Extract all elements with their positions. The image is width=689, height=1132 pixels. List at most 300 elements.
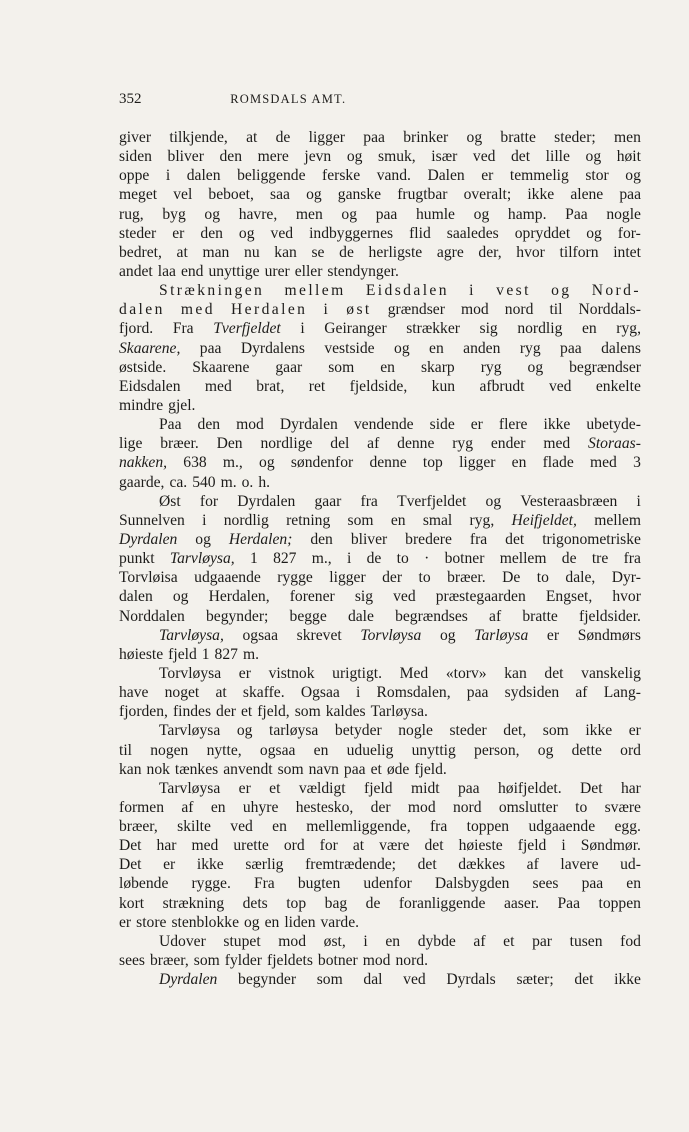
- word: tænkes: [174, 760, 219, 778]
- word: øst,: [323, 932, 346, 950]
- word: Tarløysa: [474, 626, 529, 644]
- word: 540: [192, 473, 216, 491]
- word: som: [316, 971, 343, 989]
- word: Dyrdalen: [119, 530, 178, 548]
- word: Dyrdalens: [240, 339, 305, 357]
- word: bredere: [405, 530, 452, 548]
- text-line: [119, 511, 641, 530]
- word: beliggende: [237, 167, 306, 185]
- word: strækker: [406, 320, 460, 338]
- word: ryg: [452, 435, 474, 453]
- word: søndenfor: [290, 454, 354, 472]
- word: Dyrdalen: [159, 971, 218, 989]
- word: Eidsdalen: [365, 282, 449, 300]
- word: Dyrdals: [446, 971, 496, 989]
- word: gjel.: [168, 396, 196, 414]
- word: sæter;: [516, 971, 554, 989]
- word: unyttig: [411, 741, 456, 759]
- word: beboet,: [208, 186, 254, 204]
- text-line: [119, 779, 641, 798]
- word: urette: [233, 837, 269, 855]
- word: brat,: [256, 377, 285, 395]
- word: tusen: [569, 932, 603, 950]
- word: dalens: [601, 339, 641, 357]
- word: Tarvløysa,: [159, 626, 224, 644]
- word: fjeldside,: [349, 377, 408, 395]
- word: paa: [363, 129, 385, 146]
- word: en: [385, 932, 401, 950]
- word: De: [502, 569, 521, 587]
- word: lige: [119, 435, 143, 453]
- word: i: [356, 684, 361, 702]
- word: særlig: [245, 856, 284, 874]
- word: sydsiden: [504, 684, 560, 702]
- word: opryddet: [514, 224, 571, 242]
- word: østside.: [119, 358, 167, 376]
- word: af: [489, 607, 502, 625]
- word: høieste: [458, 837, 503, 855]
- word: ligger: [459, 454, 496, 472]
- word: fjeld: [168, 645, 197, 663]
- word: og: [204, 205, 221, 223]
- word: en: [511, 454, 527, 472]
- running-head: ROMSDALS AMT.: [230, 92, 347, 106]
- word: og: [527, 358, 544, 376]
- word: vanskelig: [581, 664, 641, 682]
- word: bag: [324, 894, 348, 912]
- text-line: [119, 530, 641, 549]
- word: fra: [469, 530, 488, 548]
- word: med: [180, 301, 215, 319]
- word: ·: [424, 550, 430, 568]
- word: paa: [466, 684, 489, 702]
- word: kan: [119, 760, 142, 778]
- word: ferske: [322, 167, 361, 185]
- word: og: [341, 205, 358, 223]
- word: gaar: [275, 358, 303, 376]
- word: dale,: [565, 569, 596, 587]
- word: denne: [369, 454, 407, 472]
- word: tarløysa: [268, 722, 319, 740]
- text-line: [119, 415, 641, 434]
- word: det,: [503, 722, 527, 740]
- word: o.: [241, 473, 254, 491]
- word: Søndmør.: [580, 837, 641, 855]
- word: urer: [264, 262, 290, 280]
- word: et: [503, 932, 515, 950]
- word: indbyggernes: [309, 224, 394, 242]
- text-line: [119, 205, 641, 224]
- text-line: [119, 300, 641, 319]
- word: mellem: [594, 511, 641, 529]
- word: saa: [270, 186, 290, 204]
- word: svære: [604, 798, 641, 816]
- word: to: [396, 550, 409, 568]
- word: ud-: [620, 856, 641, 874]
- word: byg: [162, 205, 186, 223]
- word: skilte: [177, 818, 211, 836]
- word: man: [202, 243, 230, 261]
- word: i: [202, 511, 207, 529]
- text-line: [119, 951, 641, 970]
- word: top: [286, 894, 307, 912]
- word: Paa: [557, 894, 581, 912]
- word: noget: [164, 684, 200, 702]
- word: til: [119, 741, 132, 759]
- text-line: [119, 626, 641, 645]
- word: vel: [173, 186, 193, 204]
- word: herligste: [368, 243, 423, 261]
- word: begrændses: [395, 607, 468, 625]
- word: paa: [560, 339, 582, 357]
- word: og: [172, 588, 189, 606]
- word: i: [561, 837, 566, 855]
- word: ender: [490, 435, 526, 453]
- word: det: [424, 837, 444, 855]
- page-number: 352: [119, 91, 142, 107]
- word: skaffe.: [242, 684, 285, 702]
- word: rygge.: [191, 875, 231, 893]
- word: Tarvløysa: [159, 722, 221, 740]
- word: bræer.: [160, 435, 199, 453]
- word: fjeld.: [414, 760, 447, 778]
- word: ogsaa: [259, 741, 296, 759]
- word: denne: [397, 435, 435, 453]
- word: Øst: [159, 492, 181, 510]
- word: ryg: [519, 339, 541, 357]
- word: ryg,: [616, 320, 641, 338]
- word: ganske: [337, 186, 382, 204]
- word: og: [485, 492, 502, 510]
- word: stenblokke: [171, 913, 239, 931]
- word: ryg: [480, 358, 502, 376]
- word: retning: [286, 511, 331, 529]
- text-line: [119, 798, 641, 817]
- word: at: [352, 837, 365, 855]
- word: bugten: [297, 875, 341, 893]
- word: m.,: [311, 550, 332, 568]
- word: nord: [452, 798, 482, 816]
- text-line: [119, 147, 641, 166]
- text-line: [119, 473, 641, 492]
- word: botner: [317, 952, 358, 970]
- word: Norddals-: [578, 301, 641, 319]
- word: der: [370, 798, 391, 816]
- word: ret: [308, 377, 326, 395]
- word: har: [156, 837, 177, 855]
- word: Tarløysa.: [370, 703, 428, 721]
- word: er: [238, 779, 251, 797]
- word: nok: [146, 760, 170, 778]
- word: «torv»: [445, 664, 487, 682]
- word: Herdalen;: [228, 530, 293, 548]
- word: en: [429, 339, 444, 357]
- word: bræer.: [447, 569, 486, 587]
- word: det: [544, 664, 564, 682]
- word: og: [537, 741, 554, 759]
- word: fjorden,: [119, 703, 168, 721]
- word: trigonometriske: [542, 530, 641, 548]
- word: dal: [363, 971, 383, 989]
- word: urigtigt.: [332, 664, 382, 682]
- text-line: [119, 970, 641, 989]
- word: aaser.: [503, 894, 540, 912]
- word: Herdalen,: [208, 588, 270, 606]
- word: høifjeldet.: [498, 779, 562, 797]
- text-line: [119, 262, 641, 281]
- word: bræer,: [119, 818, 158, 836]
- word: udgaaende: [528, 818, 596, 836]
- word: smal: [422, 511, 453, 529]
- word: og: [259, 454, 275, 472]
- word: de: [275, 129, 291, 146]
- word: jevn: [304, 148, 332, 166]
- word: Den: [216, 435, 243, 453]
- word: siden: [119, 148, 152, 166]
- word: temmelig: [509, 167, 569, 185]
- word: dalen: [119, 301, 165, 319]
- word: er: [163, 856, 176, 874]
- word: de: [366, 550, 382, 568]
- word: at: [215, 684, 227, 702]
- word: de: [339, 243, 354, 261]
- word: at: [246, 129, 258, 146]
- word: havre,: [238, 205, 278, 223]
- word: især: [431, 148, 458, 166]
- word: strækning: [162, 894, 225, 912]
- word: top: [422, 454, 443, 472]
- word: mod: [278, 932, 307, 950]
- text-line: [119, 913, 641, 932]
- word: som: [542, 722, 569, 740]
- word: den: [197, 416, 221, 434]
- word: oppe: [119, 167, 150, 185]
- word: Engset,: [545, 588, 593, 606]
- word: have: [119, 684, 149, 702]
- text-line: [119, 568, 641, 587]
- word: sees: [532, 875, 559, 893]
- text-line: [119, 128, 641, 147]
- word: Tarvløysa: [159, 779, 221, 797]
- word: fra: [623, 550, 641, 568]
- text-line: [119, 185, 641, 204]
- word: paa: [581, 875, 604, 893]
- word: er: [238, 664, 251, 682]
- word: to: [418, 569, 431, 587]
- word: sig: [479, 320, 498, 338]
- word: alene: [570, 186, 604, 204]
- word: omslutter: [498, 798, 558, 816]
- word: Skaarene,: [119, 339, 181, 357]
- word: en: [581, 320, 597, 338]
- word: ved: [393, 588, 416, 606]
- word: ligger: [308, 129, 345, 146]
- word: Udover: [159, 932, 206, 950]
- word: uduelig: [346, 741, 394, 759]
- word: tilkjende,: [169, 129, 228, 146]
- word: begge: [289, 607, 327, 625]
- word: af: [526, 856, 539, 874]
- word: Geiranger: [324, 320, 387, 338]
- word: person,: [474, 741, 520, 759]
- word: fra: [360, 492, 378, 510]
- word: kun: [431, 377, 456, 395]
- text-line: [119, 358, 641, 377]
- word: begrændser: [569, 358, 641, 376]
- word: med: [191, 837, 219, 855]
- text-line: [119, 874, 641, 893]
- word: Fra: [253, 875, 275, 893]
- word: være: [379, 837, 410, 855]
- word: høieste: [119, 645, 164, 663]
- text-line: [119, 683, 641, 702]
- word: forener: [289, 588, 335, 606]
- word: Torvløysa: [360, 626, 422, 644]
- word: foranliggende: [398, 894, 486, 912]
- word: for: [199, 492, 219, 510]
- word: det: [417, 856, 437, 874]
- word: paa: [457, 779, 480, 797]
- word: den: [200, 224, 223, 242]
- word: ved: [403, 971, 426, 989]
- word: af: [575, 684, 588, 702]
- word: Dyrdalen: [279, 416, 338, 434]
- text-line: [119, 664, 641, 683]
- word: par: [532, 932, 552, 950]
- word: og: [625, 167, 641, 185]
- word: Romsdalen,: [376, 684, 451, 702]
- word: Torvløisa: [119, 569, 178, 587]
- word: er: [546, 626, 560, 644]
- word: ikke: [196, 856, 224, 874]
- word: nord.: [395, 952, 428, 970]
- word: dette: [571, 741, 602, 759]
- word: bratte: [500, 129, 536, 146]
- word: der,: [478, 243, 502, 261]
- word: findes: [172, 703, 212, 721]
- word: et: [370, 760, 382, 778]
- word: og: [586, 224, 602, 242]
- word: fjeld,: [257, 703, 290, 721]
- word: ved: [472, 148, 496, 166]
- word: bræer,: [149, 952, 189, 970]
- word: Det: [119, 837, 142, 855]
- word: begynder: [238, 971, 297, 989]
- word: nakken,: [119, 454, 168, 472]
- word: nogle: [398, 722, 433, 740]
- word: 3: [633, 454, 641, 472]
- word: tre: [591, 550, 609, 568]
- word: og: [236, 722, 253, 740]
- word: bedret,: [119, 243, 162, 261]
- word: ved: [270, 224, 294, 242]
- word: laa: [157, 262, 176, 280]
- word: nord: [504, 301, 534, 319]
- word: en: [264, 913, 280, 931]
- word: ved: [548, 377, 572, 395]
- word: fjeldets: [267, 952, 313, 970]
- word: i: [165, 167, 171, 185]
- word: bliver: [350, 530, 388, 548]
- word: i: [469, 282, 476, 300]
- word: 827: [214, 645, 238, 663]
- word: unyttige: [208, 262, 260, 280]
- word: løbende: [119, 875, 169, 893]
- word: dalen: [186, 167, 221, 185]
- word: kan: [274, 243, 297, 261]
- word: bliver: [167, 148, 204, 166]
- word: paa: [199, 339, 222, 357]
- word: vistnok: [268, 664, 315, 682]
- word: Heifjeldet,: [511, 511, 577, 529]
- word: i: [346, 550, 352, 568]
- text-line: [119, 396, 641, 415]
- word: i: [636, 492, 641, 510]
- word: udenfor: [363, 875, 412, 893]
- word: 827: [273, 550, 297, 568]
- word: mindre: [119, 396, 164, 414]
- word: kaldes: [325, 703, 366, 721]
- word: m.: [220, 473, 237, 491]
- word: de: [365, 894, 381, 912]
- word: er: [172, 224, 185, 242]
- word: uhyre: [242, 798, 279, 816]
- word: vand.: [376, 167, 411, 185]
- word: steder: [119, 224, 157, 242]
- word: Fra: [172, 320, 194, 338]
- text-line: [119, 549, 641, 568]
- word: Tverfjeldet: [213, 320, 281, 338]
- word: anvendt: [223, 760, 273, 778]
- body-text: [119, 128, 641, 989]
- word: og: [195, 530, 211, 548]
- text-line: [119, 453, 641, 472]
- word: i: [363, 932, 368, 950]
- word: det: [511, 148, 531, 166]
- word: to: [575, 798, 588, 816]
- text-line: [119, 492, 641, 511]
- word: Paa: [565, 205, 588, 223]
- word: nogen: [150, 741, 189, 759]
- word: ikke: [585, 722, 613, 740]
- word: flade: [542, 454, 574, 472]
- word: mod: [236, 416, 264, 434]
- word: betyder: [334, 722, 382, 740]
- word: rug,: [119, 205, 144, 223]
- word: hestesko,: [295, 798, 354, 816]
- text-line: [119, 760, 641, 779]
- word: Paa: [159, 416, 182, 434]
- word: tilforn: [559, 243, 599, 261]
- word: vestside: [324, 339, 375, 357]
- word: mod: [407, 798, 436, 816]
- word: og: [439, 626, 456, 644]
- text-line: [119, 434, 641, 453]
- word: 1: [201, 645, 210, 663]
- word: ord: [283, 837, 305, 855]
- word: sees: [119, 952, 145, 970]
- word: flid: [409, 224, 431, 242]
- text-line: [119, 224, 641, 243]
- word: som: [193, 952, 220, 970]
- word: flere: [498, 416, 528, 434]
- word: Nord-: [591, 282, 641, 300]
- word: lille: [545, 148, 570, 166]
- word: men: [614, 129, 641, 146]
- word: dale: [347, 607, 374, 625]
- word: fra: [429, 818, 448, 836]
- word: saaledes: [446, 224, 499, 242]
